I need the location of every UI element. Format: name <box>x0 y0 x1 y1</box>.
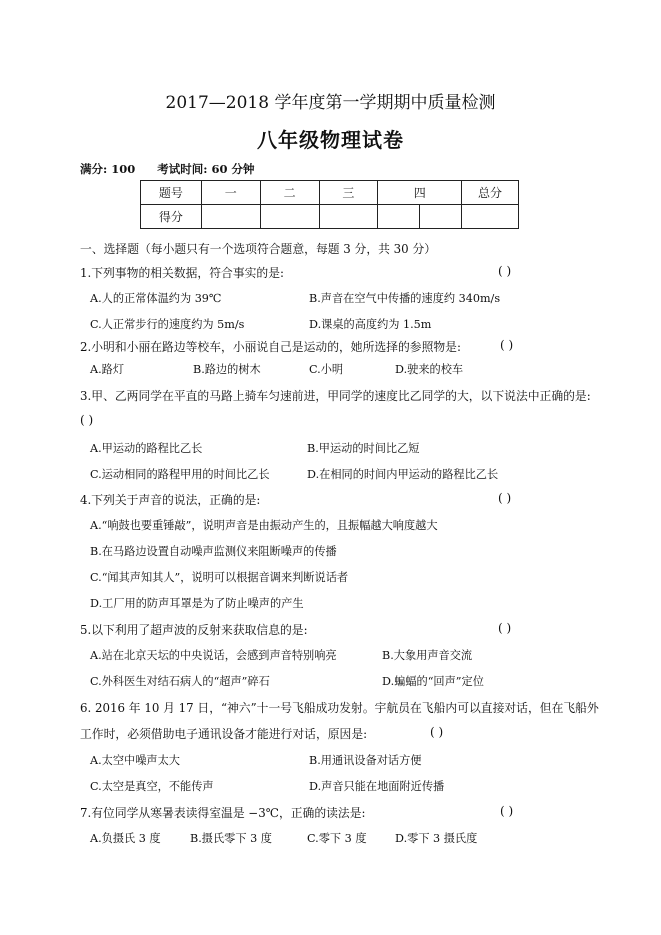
score-entry-cell[interactable] <box>378 205 420 229</box>
score-entry-cell[interactable] <box>201 205 260 229</box>
answer-paren[interactable]: ( ) <box>500 338 514 352</box>
option: B.摄氏零下 3 度 <box>190 832 272 845</box>
option: C.运动相同的路程甲用的时间比乙长 <box>90 468 270 481</box>
question-text: 1.下列事物的相关数据，符合事实的是: <box>80 266 284 280</box>
score-table-cell: 二 <box>260 181 319 205</box>
option: A.人的正常体温约为 39℃ <box>90 292 222 305</box>
question-text: 3.甲、乙两同学在平直的马路上骑车匀速前进，甲同学的速度比乙同学的大，以下说法中正确的是: <box>80 389 591 403</box>
option: A.负摄氏 3 度 <box>90 832 161 845</box>
question-text-continued: 工作时，必须借助电子通讯设备才能进行对话，原因是: <box>80 727 368 741</box>
score-entry-cell[interactable] <box>420 205 462 229</box>
option: B.声音在空气中传播的速度约 340m/s <box>309 292 501 305</box>
question-text: 7.有位同学从寒暑表读得室温是 −3℃，正确的读法是: <box>80 806 366 820</box>
exam-time: 考试时间: 60 分钟 <box>157 162 255 176</box>
answer-paren[interactable]: ( ) <box>498 491 512 505</box>
answer-paren[interactable]: ( ) <box>500 804 514 818</box>
option: C.小明 <box>309 363 344 376</box>
exam-title: 2017—2018 学年度第一学期期中质量检测 <box>165 93 496 113</box>
score-table-header-row <box>141 181 519 205</box>
answer-paren[interactable]: ( ) <box>498 621 512 635</box>
score-entry-cell[interactable] <box>319 205 378 229</box>
score-table-cell: 一 <box>201 181 260 205</box>
answer-paren[interactable]: ( ) <box>498 264 512 278</box>
option: A.甲运动的路程比乙长 <box>90 442 203 455</box>
option: B.大象用声音交流 <box>382 649 473 662</box>
score-entry-cell[interactable] <box>462 205 519 229</box>
question-text: 5.以下利用了超声波的反射来获取信息的是: <box>80 623 308 637</box>
section-heading: 一、选择题（每小题只有一个选项符合题意，每题 3 分，共 30 分） <box>80 242 437 256</box>
option: C.人正常步行的速度约为 5m/s <box>90 318 245 331</box>
option: B.在马路边设置自动噪声监测仪来阻断噪声的传播 <box>90 545 337 558</box>
score-table-cell: 题号 <box>141 181 202 205</box>
option: D.在相同的时间内甲运动的路程比乙长 <box>307 468 499 481</box>
option: D.工厂用的防声耳罩是为了防止噪声的产生 <box>90 597 304 610</box>
option: D.驶来的校车 <box>395 363 464 376</box>
option: A.太空中噪声太大 <box>90 754 180 767</box>
option: B.路边的树木 <box>193 363 261 376</box>
option: C.太空是真空，不能传声 <box>90 780 214 793</box>
option: C.零下 3 度 <box>307 832 367 845</box>
score-table-cell: 三 <box>319 181 378 205</box>
option: C.“闻其声知其人”，说明可以根据音调来判断说话者 <box>90 571 349 584</box>
question-text: 6. 2016 年 10 月 17 日，“神六”十一号飞船成功发射。宇航员在飞船内可以直接对话，但在飞船外 <box>80 701 599 715</box>
answer-paren[interactable]: ( ) <box>80 413 94 427</box>
score-table-cell: 四 <box>378 181 462 205</box>
exam-meta <box>80 161 273 177</box>
option: A.路灯 <box>90 363 125 376</box>
option: D.课桌的高度约为 1.5m <box>309 318 432 331</box>
option: D.蝙蝠的“回声”定位 <box>382 675 484 688</box>
option: D.零下 3 摄氏度 <box>395 832 478 845</box>
exam-subtitle: 八年级物理试卷 <box>257 128 404 152</box>
score-table-score-row <box>141 205 519 229</box>
option: B.甲运动的时间比乙短 <box>307 442 420 455</box>
score-table-cell: 得分 <box>141 205 202 229</box>
option: D.声音只能在地面附近传播 <box>309 780 445 793</box>
option: A.站在北京天坛的中央说话，会感到声音特别响亮 <box>90 649 337 662</box>
question-text: 4.下列关于声音的说法，正确的是: <box>80 493 261 507</box>
score-table-cell: 总分 <box>462 181 519 205</box>
full-score: 满分: 100 <box>80 162 136 176</box>
answer-paren[interactable]: ( ) <box>430 725 444 739</box>
option: A.“响鼓也要重锤敲”，说明声音是由振动产生的，且振幅越大响度越大 <box>90 519 438 532</box>
option: B.用通讯设备对话方便 <box>309 754 422 767</box>
score-entry-cell[interactable] <box>260 205 319 229</box>
option: C.外科医生对结石病人的“超声”碎石 <box>90 675 270 688</box>
question-text: 2.小明和小丽在路边等校车，小丽说自己是运动的，她所选择的参照物是: <box>80 340 461 354</box>
score-table <box>140 180 519 229</box>
